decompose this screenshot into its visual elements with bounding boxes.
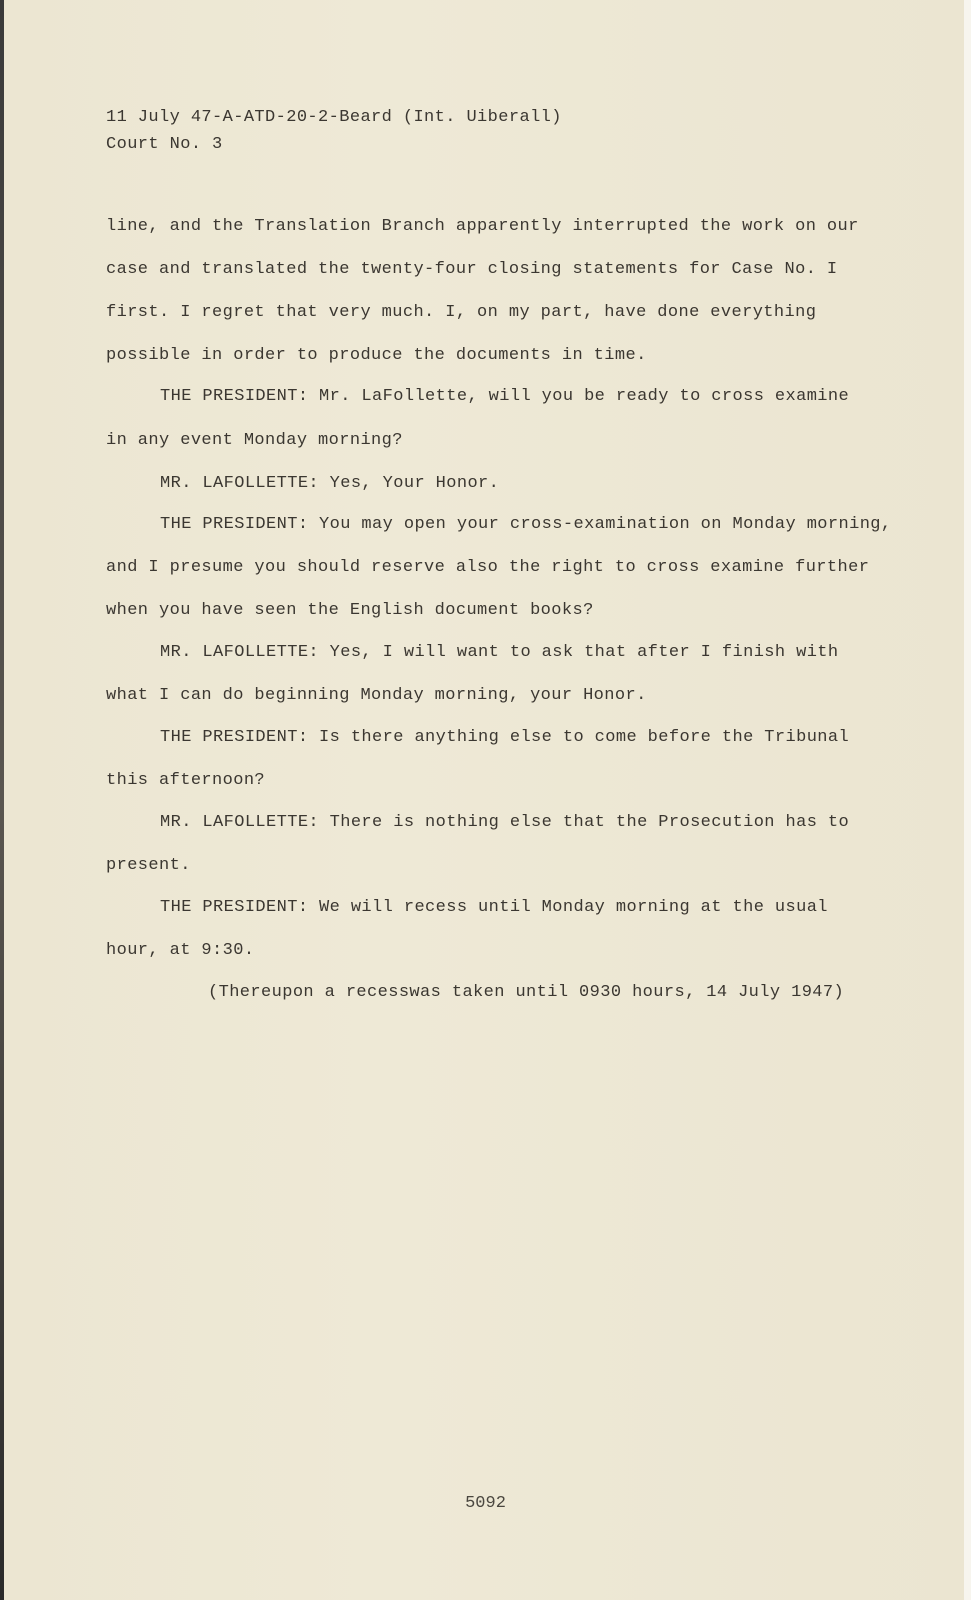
header-date-line: 11 July 47-A-ATD-20-2-Beard (Int. Uiberall) — [106, 108, 562, 127]
recess-note: (Thereupon a recesswas taken until 0930 hours, 14 July 1947) — [208, 983, 845, 1002]
transcript-line: first. I regret that very much. I, on my part, have done everything — [106, 303, 817, 322]
transcript-line: present. — [106, 856, 191, 875]
header-court-line: Court No. 3 — [106, 135, 223, 154]
transcript-line: when you have seen the English document books? — [106, 601, 594, 620]
transcript-line: THE PRESIDENT: Is there anything else to come before the Tribunal — [160, 728, 850, 747]
transcript-line: what I can do beginning Monday morning, your Honor. — [106, 686, 647, 705]
transcript-line: THE PRESIDENT: Mr. LaFollette, will you be ready to cross examine — [160, 387, 850, 406]
transcript-line: MR. LAFOLLETTE: Yes, I will want to ask that after I finish with — [160, 643, 839, 662]
transcript-line: MR. LAFOLLETTE: Yes, Your Honor. — [160, 474, 500, 493]
transcript-line: this afternoon? — [106, 771, 266, 790]
scan-edge-right — [964, 0, 971, 1600]
transcript-line: in any event Monday morning? — [106, 431, 403, 450]
transcript-line: THE PRESIDENT: You may open your cross-examination on Monday morning, — [160, 515, 892, 534]
transcript-line: hour, at 9:30. — [106, 941, 255, 960]
scan-edge-left — [0, 0, 4, 1600]
page-number: 5092 — [465, 1494, 506, 1513]
transcript-line: THE PRESIDENT: We will recess until Monday morning at the usual — [160, 898, 828, 917]
transcript-line: case and translated the twenty-four closing statements for Case No. I — [106, 260, 838, 279]
transcript-line: line, and the Translation Branch apparently interrupted the work on our — [106, 217, 859, 236]
transcript-line: and I presume you should reserve also the right to cross examine further — [106, 558, 870, 577]
transcript-line: MR. LAFOLLETTE: There is nothing else that the Prosecution has to — [160, 813, 850, 832]
transcript-line: possible in order to produce the documents in time. — [106, 346, 647, 365]
